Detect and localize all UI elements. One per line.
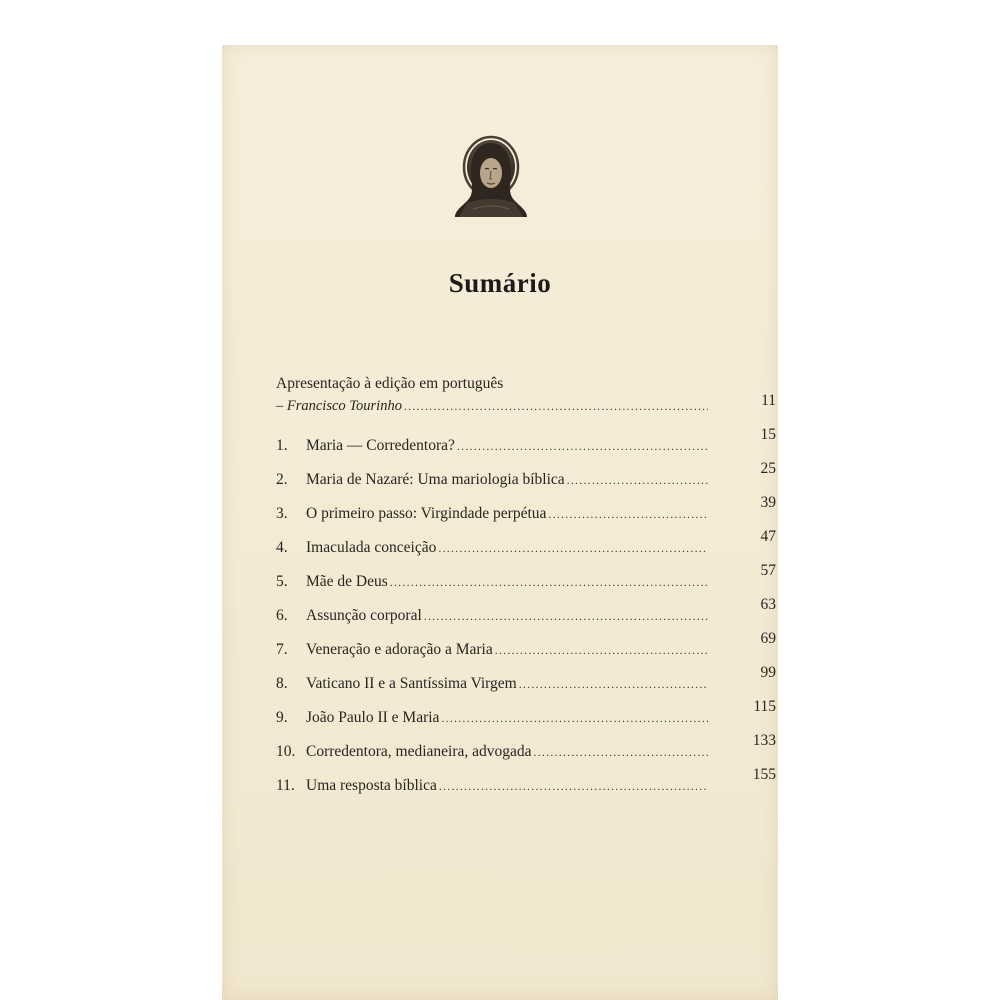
toc-entry — [276, 664, 776, 701]
toc-entry-label: O primeiro passo: Virgindade perpétua — [306, 505, 547, 522]
toc-entry-number: 9. — [276, 709, 288, 726]
toc-page-number: 39 — [760, 494, 776, 511]
toc-entry — [276, 630, 776, 667]
toc-entry-number: 11. — [276, 777, 295, 794]
toc-entry-label: Mãe de Deus — [306, 573, 388, 590]
toc-page-number: 11 — [761, 392, 776, 409]
toc-entry-label: Vaticano II e a Santíssima Virgem — [306, 675, 517, 692]
toc-leader-dots — [534, 735, 708, 769]
toc-entry-label: Corredentora, medianeira, advogada — [306, 743, 532, 760]
toc-entry-label: Assunção corporal — [306, 607, 422, 624]
toc-page-number: 25 — [760, 460, 776, 477]
toc-leader-dots — [457, 429, 708, 463]
toc-entry-number: 5. — [276, 573, 288, 590]
toc-page-number: 69 — [760, 630, 776, 647]
toc-entry-number: 8. — [276, 675, 288, 692]
toc-entry-number: 4. — [276, 539, 288, 556]
toc-page-number: 115 — [753, 698, 776, 715]
toc-entry — [276, 460, 776, 497]
toc-leader-dots — [567, 463, 708, 497]
toc-page-number: 57 — [760, 562, 776, 579]
toc-leader-dots — [438, 531, 708, 565]
toc-leader-dots — [390, 565, 708, 599]
toc-entry — [276, 494, 776, 531]
toc-entry — [276, 426, 776, 463]
toc-entry — [276, 596, 776, 633]
toc-entry-number: 6. — [276, 607, 288, 624]
toc-entry — [276, 698, 776, 735]
toc-entry-label: Veneração e adoração a Maria — [306, 641, 493, 658]
toc-entry-number: 2. — [276, 471, 288, 488]
toc-leader-dots — [495, 633, 708, 667]
toc-entry-number: 1. — [276, 437, 288, 454]
toc-entry-label: Uma resposta bíblica — [306, 777, 437, 794]
toc-entry-label: Maria de Nazaré: Uma mariologia bíblica — [306, 471, 565, 488]
toc-entry-intro — [276, 392, 776, 417]
toc-entry — [276, 562, 776, 599]
book-page — [222, 45, 778, 1000]
toc-intro-author: – Francisco Tourinho — [276, 398, 402, 414]
toc-leader-dots — [424, 599, 708, 633]
toc-entry-label: Imaculada conceição — [306, 539, 437, 556]
toc-leader-dots — [404, 395, 708, 417]
toc-entry-label: Maria — Corredentora? — [306, 437, 455, 454]
toc-page-number: 15 — [760, 426, 776, 443]
table-of-contents — [276, 373, 776, 803]
toc-leader-dots — [519, 667, 708, 701]
toc-leader-dots — [439, 769, 708, 803]
toc-intro-title: Apresentação à edição em português — [276, 375, 504, 392]
toc-page-number: 155 — [752, 766, 776, 783]
toc-leader-dots — [548, 497, 708, 531]
page-title: Sumário — [448, 268, 552, 298]
madonna-portrait-icon — [453, 133, 529, 225]
toc-entry — [276, 528, 776, 565]
toc-entry — [276, 766, 776, 803]
toc-page-number: 99 — [760, 664, 776, 681]
toc-page-number: 133 — [752, 732, 776, 749]
toc-entry-number: 3. — [276, 505, 288, 522]
toc-page-number: 47 — [760, 528, 776, 545]
toc-entry — [276, 732, 776, 769]
toc-entry-number: 10. — [276, 743, 296, 760]
toc-entry-number: 7. — [276, 641, 288, 658]
toc-page-number: 63 — [760, 596, 776, 613]
toc-entry-label: João Paulo II e Maria — [306, 709, 440, 726]
toc-leader-dots — [441, 701, 708, 735]
